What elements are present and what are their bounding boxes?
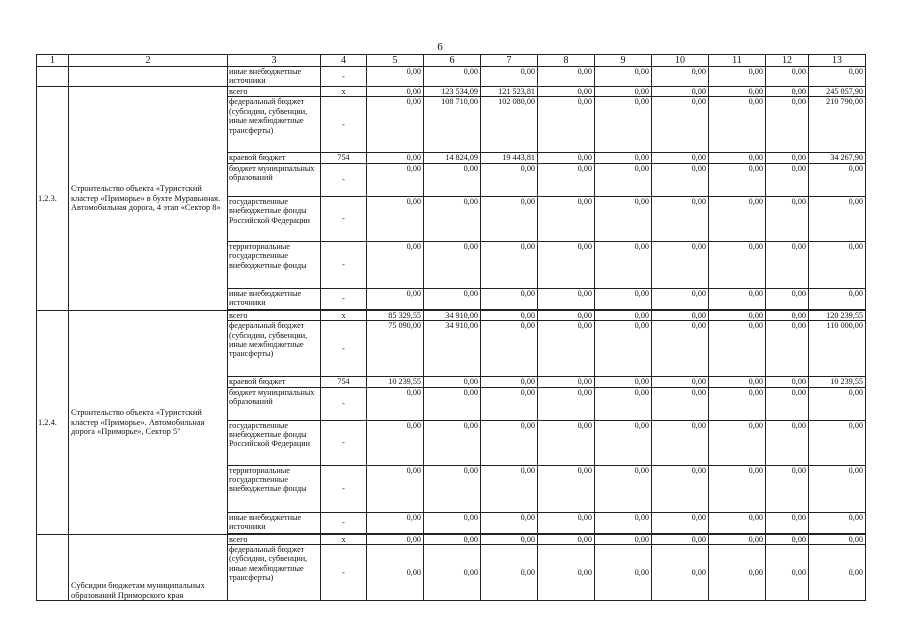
source-label: бюджет муниципальных образований (228, 163, 321, 196)
source-label: краевой бюджет (228, 377, 321, 387)
source-label: территориальные государственные внебюджетные фонды (228, 465, 321, 512)
col-header: 1 (37, 55, 69, 67)
budget-code: - (321, 512, 367, 533)
col-header: 12 (766, 55, 809, 67)
source-label: бюджет муниципальных образований (228, 387, 321, 420)
source-label: государственные внебюджетные фонды Российской Федерации (228, 196, 321, 241)
table-row: федеральный бюджет (субсидии, субвенции, иные межбюджетные трансферты) - 0,00 0,00 0,00 0,00 0,00 0,00 0,00 0,00 0,00 (37, 545, 866, 601)
budget-code: - (321, 465, 367, 512)
item-index: 1.2.3. (37, 87, 69, 311)
budget-code: - (321, 163, 367, 196)
item-name: Строительство объекта «Туристский кластер «Приморье» в бухте Муравьиная. Автомобильная дорога, 4 этап «Сектор 8» (69, 87, 228, 311)
table-row: иные внебюджетные источники - 0,00 0,00 0,00 0,00 0,00 0,00 0,00 0,00 0,00 (37, 67, 866, 87)
budget-code: 754 (321, 153, 367, 163)
item-index (37, 534, 69, 600)
budget-code: х (321, 534, 367, 544)
table-row: территориальные государственные внебюджетные фонды - 0,00 0,00 0,00 0,00 0,00 0,00 0,00 0,00 0,00 (37, 241, 866, 288)
budget-code: - (321, 288, 367, 309)
table-row: федеральный бюджет (субсидии, субвенции, иные межбюджетные трансферты) - 0,00 108 710,00 102 080,00 0,00 0,00 0,00 0,00 0,00 210 790,00 (37, 97, 866, 153)
header-row (37, 55, 866, 67)
source-label: краевой бюджет (228, 153, 321, 163)
budget-code: - (321, 97, 367, 153)
source-label: федеральный бюджет (субсидии, субвенции, иные межбюджетные трансферты) (228, 97, 321, 153)
item-name: Субсидии бюджетам муниципальных образований Приморского края (69, 534, 228, 600)
table-row: краевой бюджет 754 10 239,55 0,00 0,00 0,00 0,00 0,00 0,00 0,00 10 239,55 (37, 377, 866, 387)
source-label: территориальные государственные внебюджетные фонды (228, 241, 321, 288)
budget-code: - (321, 420, 367, 465)
page-number: 6 (437, 41, 443, 53)
source-label: всего (228, 87, 321, 97)
table-row: иные внебюджетные источники - 0,00 0,00 0,00 0,00 0,00 0,00 0,00 0,00 0,00 (37, 512, 866, 533)
source-label: государственные внебюджетные фонды Российской Федерации (228, 420, 321, 465)
col-header: 3 (228, 55, 321, 67)
col-header: 5 (367, 55, 424, 67)
table-row: 1.2.4. Строительство объекта «Туристский кластер «Приморье». Автомобильная дорога «Приморье», Сектор 5" всего х 85 329,55 34 910,00 0,00 0,00 0,00 0,00 0,00 0,00 120 239,55 (37, 310, 866, 320)
budget-code: - (321, 67, 367, 87)
table-row: 1.2.3. Строительство объекта «Туристский кластер «Приморье» в бухте Муравьиная. Автомобильная дорога, 4 этап «Сектор 8» всего х 0,00 123 534,09 121 523,81 0,00 0,00 0,00 0,00 0,00 245 057,90 (37, 87, 866, 97)
budget-code: - (321, 321, 367, 377)
budget-code: х (321, 87, 367, 97)
item-index: 1.2.4. (37, 310, 69, 534)
table-row: Субсидии бюджетам муниципальных образований Приморского края всего х 0,00 0,00 0,00 0,00 0,00 0,00 0,00 0,00 0,00 (37, 534, 866, 544)
table-row: бюджет муниципальных образований - 0,00 0,00 0,00 0,00 0,00 0,00 0,00 0,00 0,00 (37, 387, 866, 420)
source-label: всего (228, 310, 321, 320)
source-label: федеральный бюджет (субсидии, субвенции, иные межбюджетные трансферты) (228, 321, 321, 377)
item-name: Строительство объекта «Туристский кластер «Приморье». Автомобильная дорога «Приморье», Сектор 5" (69, 310, 228, 534)
col-header: 4 (321, 55, 367, 67)
col-header: 6 (424, 55, 481, 67)
budget-code: - (321, 241, 367, 288)
budget-code: - (321, 387, 367, 420)
source-label: иные внебюджетные источники (228, 288, 321, 309)
table-row: государственные внебюджетные фонды Российской Федерации - 0,00 0,00 0,00 0,00 0,00 0,00 0,00 0,00 0,00 (37, 196, 866, 241)
col-header: 13 (809, 55, 866, 67)
table-row: иные внебюджетные источники - 0,00 0,00 0,00 0,00 0,00 0,00 0,00 0,00 0,00 (37, 288, 866, 309)
table-row: бюджет муниципальных образований - 0,00 0,00 0,00 0,00 0,00 0,00 0,00 0,00 0,00 (37, 163, 866, 196)
col-header: 2 (69, 55, 228, 67)
col-header: 10 (652, 55, 709, 67)
source-label: иные внебюджетные источники (228, 512, 321, 533)
col-header: 11 (709, 55, 766, 67)
table-row: территориальные государственные внебюджетные фонды - 0,00 0,00 0,00 0,00 0,00 0,00 0,00 0,00 0,00 (37, 465, 866, 512)
budget-code: х (321, 310, 367, 320)
source-label: иные внебюджетные источники (228, 67, 321, 87)
col-header: 8 (538, 55, 595, 67)
source-label: федеральный бюджет (субсидии, субвенции, иные межбюджетные трансферты) (228, 545, 321, 601)
col-header: 7 (481, 55, 538, 67)
table-row: краевой бюджет 754 0,00 14 824,09 19 443,81 0,00 0,00 0,00 0,00 0,00 34 267,90 (37, 153, 866, 163)
budget-code: - (321, 196, 367, 241)
table-row: государственные внебюджетные фонды Российской Федерации - 0,00 0,00 0,00 0,00 0,00 0,00 0,00 0,00 0,00 (37, 420, 866, 465)
budget-code: 754 (321, 377, 367, 387)
col-header: 9 (595, 55, 652, 67)
table-row: федеральный бюджет (субсидии, субвенции, иные межбюджетные трансферты) - 75 090,00 34 910,00 0,00 0,00 0,00 0,00 0,00 0,00 110 000,00 (37, 321, 866, 377)
budget-table (36, 54, 866, 601)
source-label: всего (228, 534, 321, 544)
budget-code: - (321, 545, 367, 601)
